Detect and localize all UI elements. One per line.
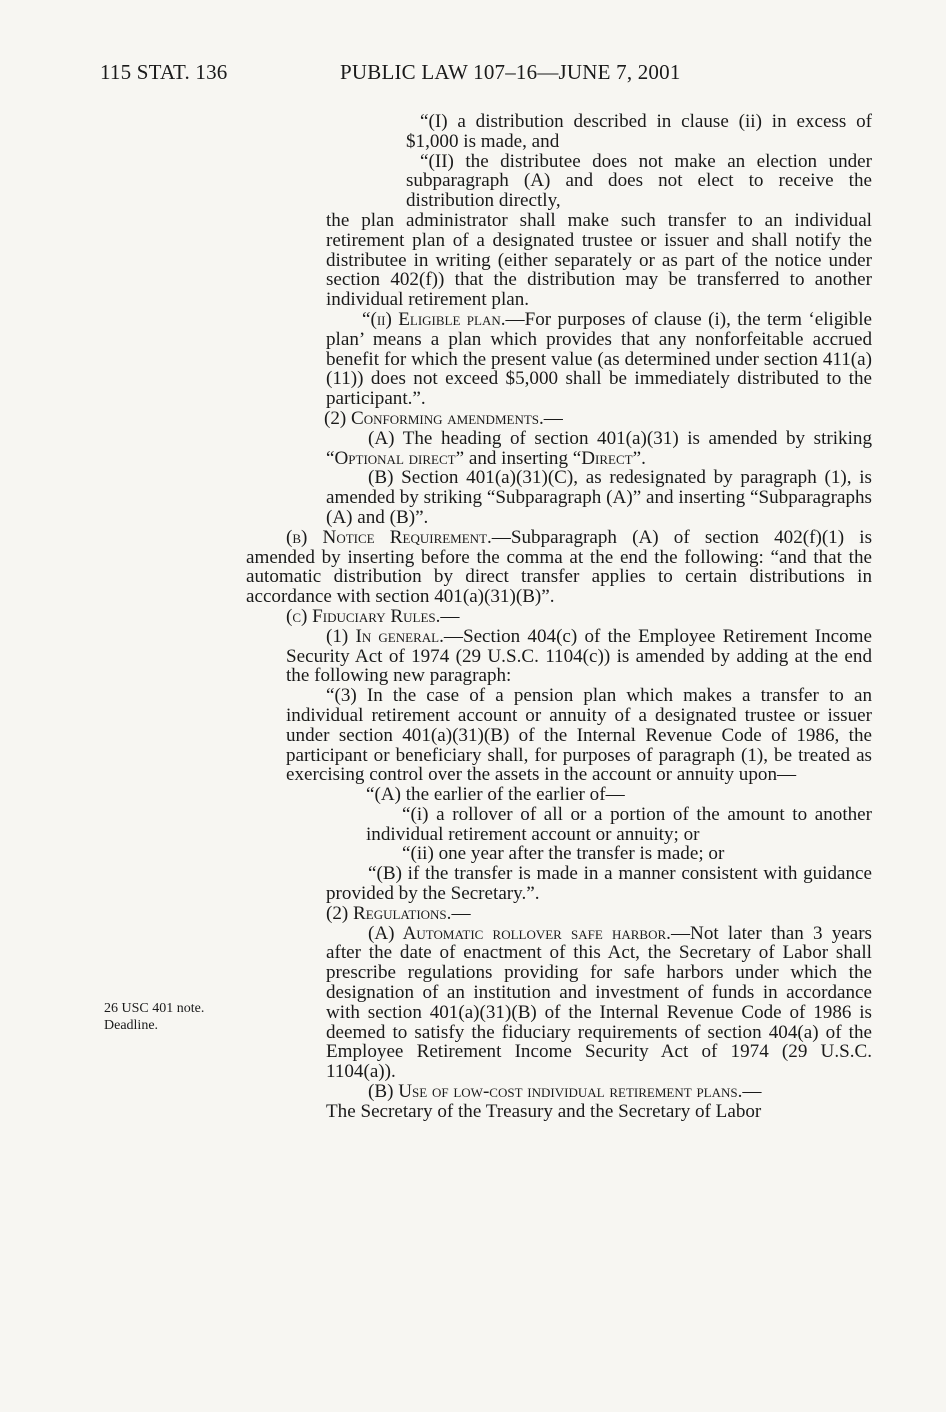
subparagraph-B-low-cost: [246, 1082, 872, 1102]
clause-i-rollover: “(i) a rollover of all or a portion of the amount to another individual retirement account or annuity; or: [366, 803, 872, 845]
low-cost-text: The Secretary of the Treasury and the Secretary of Labor: [326, 1100, 762, 1122]
page-stat-number: 115 STAT. 136: [100, 60, 228, 84]
subsection-c-heading: [246, 607, 872, 627]
subsection-b-notice: [246, 528, 872, 607]
safe-harbor-text: —Not later than 3 years after the date of enactment of this Act, the Secretary of Labor shall prescribe regulations providing for safe harbors under which the designation of an institution and investment of funds in accordance with section 401(a)(31)(B) of the Internal Revenue Code of 1986 is deemed to satisfy the fiduciary requirements of section 404(a) of the Employee Retirement Income Security Act of 1974 (29 U.S.C. 1104(a)).: [326, 922, 872, 1083]
heading-in-general: (1) In general.: [326, 625, 444, 647]
clause-flush-text: the plan administrator shall make such transfer to an individual retirement plan of a designated trustee or issuer and shall notify the distributee in writing (either separately or as part of the notice under section 402(f)) that the distribution may be transferred to another individual retirement plan.: [326, 209, 872, 311]
text-smallcaps: Direct: [581, 447, 633, 469]
document-body: [246, 112, 872, 1122]
subparagraph-B-guidance: “(B) if the transfer is made in a manner consistent with guidance provided by the Secretary.”.: [326, 863, 872, 905]
clause-ii-one-year: “(ii) one year after the transfer is made; or: [402, 843, 725, 865]
text-segment: ”.: [632, 447, 646, 469]
heading-automatic-rollover-safe-harbor: (A) Automatic rollover safe harbor.: [368, 922, 671, 944]
clause-ii-text: —For purposes of clause (i), the term ‘eligible plan’ means a plan which provides that any nonforfeitable accrued benefit for which the present value (as determined under section 411(a)(11)) does not exceed $5,000 shall be immediately distributed to the participant.”.: [326, 308, 872, 410]
heading-low-cost-plans: (B) Use of low-cost individual retirement plans.: [368, 1081, 743, 1103]
subparagraph-A-amendment: [246, 429, 872, 469]
text-segment: (A) The heading of section 401(a)(31) is amended by striking “: [326, 427, 872, 469]
dash: —: [742, 1081, 762, 1103]
text-segment: ” and inserting “: [455, 447, 582, 469]
subparagraph-B-amendment: (B) Section 401(a)(31)(C), as redesignated by paragraph (1), is amended by striking “Subparagraph (A)” and inserting “Subparagraphs (A) and (B)”.: [326, 467, 872, 528]
subparagraph-A-safe-harbor: [246, 924, 872, 1082]
clause-II: “(II) the distributee does not make an election under subparagraph (A) and does not elect to receive the distribution directly,: [406, 150, 872, 212]
clause-I: “(I) a distribution described in clause (ii) in excess of $1,000 is made, and: [406, 111, 872, 152]
margin-note-deadline: Deadline.: [104, 1018, 159, 1033]
new-paragraph-3: “(3) In the case of a pension plan which makes a transfer to an individual retirement account or annuity of a designated trustee or issuer under section 401(a)(31)(B) of the Internal Revenue Code of 1986, the participant or beneficiary shall, for purposes of paragraph (1), be treated as exercising control over the assets in the account or annuity upon—: [286, 685, 872, 786]
dash: —: [543, 407, 563, 429]
clause-ii-eligible-plan: [246, 310, 872, 409]
heading-fiduciary-rules: (c) Fiduciary Rules.: [286, 605, 441, 627]
page-title: PUBLIC LAW 107–16—JUNE 7, 2001: [340, 60, 681, 84]
heading-notice-requirement: (b) Notice Requirement.: [286, 526, 492, 548]
dash: —: [440, 605, 460, 627]
heading-conforming-amendments: (2) Conforming amendments.: [324, 407, 544, 429]
margin-note-usc: 26 USC 401 note.: [104, 1001, 205, 1016]
paragraph-1-text: —Section 404(c) of the Employee Retirement Income Security Act of 1974 (29 U.S.C. 1104(c)) is amended by adding at the end the following new paragraph:: [286, 625, 872, 687]
heading-eligible-plan: “(ii) Eligible plan.: [362, 308, 506, 330]
paragraph-2-regulations: [246, 904, 872, 924]
text-smallcaps: Optional direct: [334, 447, 456, 469]
paragraph-1-in-general: [246, 627, 872, 686]
heading-regulations: (2) Regulations.: [326, 902, 452, 924]
dash: —: [451, 902, 471, 924]
subparagraph-A-earlier: “(A) the earlier of the earlier of—: [366, 784, 625, 806]
paragraph-2-heading: [246, 409, 872, 429]
subsection-b-text: —Subparagraph (A) of section 402(f)(1) is amended by inserting before the comma at the end the following: “and that the automatic distribution by direct transfer applies to certain distributions in accordance with section 401(a)(31)(B)”.: [246, 526, 872, 608]
